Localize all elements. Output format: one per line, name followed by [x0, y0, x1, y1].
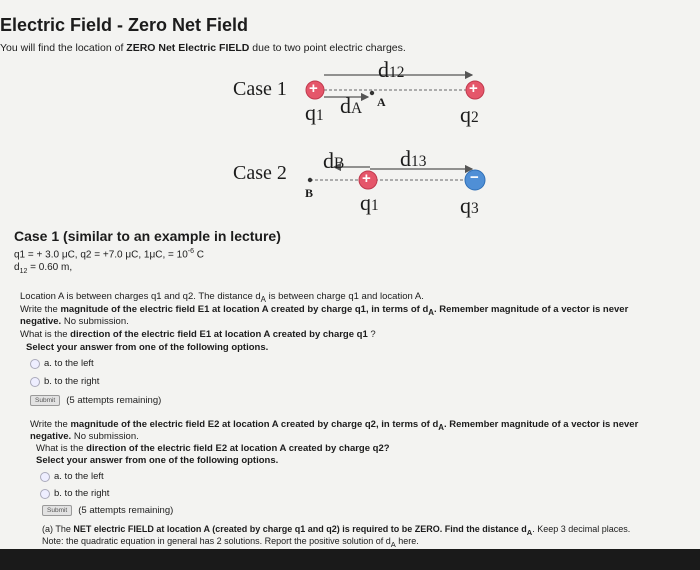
page-title: Electric Field - Zero Net Field: [0, 15, 249, 35]
case2-label: Case 2: [233, 162, 287, 184]
d12-label: d12: [378, 57, 405, 82]
q1-option-a-radio[interactable]: [30, 359, 40, 369]
q1-case2-sign: +: [362, 170, 371, 187]
dA-label: dA: [340, 93, 363, 118]
q1-case2-label: q1: [360, 190, 379, 215]
d13-label: d13: [400, 146, 427, 171]
q1-option-a[interactable]: a. to the left: [30, 358, 94, 369]
q1-submit-button[interactable]: Submit: [30, 395, 60, 406]
q1-text-direction: What is the direction of the electric field E1 at location A created by charge q1 ?: [20, 329, 376, 340]
case1-given-distance: $d_{12} = 0.60$ m,: [14, 262, 73, 275]
case1-label: Case 1: [233, 78, 287, 100]
q2-sign: +: [469, 80, 478, 97]
q1-text-location: Location A is between charges q1 and q2. The distance $d_A$ is between charge q1 and location A.: [20, 291, 424, 304]
q2-option-a-radio[interactable]: [40, 472, 50, 482]
q2-text-magnitude: Write the magnitude of the electric field E2 at location A created by charge q2, in terms of $d_A$. Remember magnitude of a vector is never: [30, 419, 639, 432]
case1-given-charges: q1 = + 3.0 μC, q2 = +7.0 μC, 1μC, = $10^{-6}$ C: [14, 248, 205, 261]
q2-label: q2: [460, 102, 479, 127]
point-b-dot: [308, 178, 312, 182]
dB-label: dB: [323, 148, 345, 173]
q2-text-direction: What is the direction of the electric field E2 at location A created by charge q2?: [36, 443, 390, 454]
q1-case1-label: q1: [305, 100, 324, 125]
point-a-label: A: [377, 95, 386, 109]
q3-sign: −: [470, 169, 479, 186]
point-b-label: B: [305, 186, 314, 200]
q1-case1-sign: +: [309, 80, 318, 97]
q2-option-b[interactable]: b. to the right: [40, 488, 109, 499]
bottom-bar: [0, 549, 700, 570]
q1-text-magnitude: Write the magnitude of the electric field E1 at location A created by charge q1, in terms of $d_A$. Remember magnitude of a vector is never: [20, 304, 629, 317]
q2-option-b-radio[interactable]: [40, 489, 50, 499]
q3-text-note: Note: the quadratic equation in general has 2 solutions. Report the positive solution of $d_A$ here.: [42, 536, 419, 549]
page-subtitle: You will find the location of ZERO Net Electric FIELD due to two point electric charges.: [0, 42, 406, 54]
q2-option-a[interactable]: a. to the left: [40, 471, 104, 482]
q1-option-b-radio[interactable]: [30, 377, 40, 387]
q2-attempts: (5 attempts remaining): [78, 505, 174, 516]
q2-submit-row: [42, 505, 173, 516]
q2-select-prompt: Select your answer from one of the following options.: [36, 455, 279, 466]
q1-submit-row: [30, 395, 161, 406]
case1-heading: Case 1 (similar to an example in lecture): [14, 228, 281, 244]
point-a-dot: [370, 91, 374, 95]
q1-select-prompt: Select your answer from one of the following options.: [26, 342, 269, 353]
q2-submit-button[interactable]: Submit: [42, 505, 72, 516]
q3-text-net-field: (a) The NET electric FIELD at location A (created by charge q1 and q2) is required to be ZERO. Find the distance $d_A$. Keep 3 decimal places.: [42, 524, 631, 537]
q1-text-negative: negative. No submission.: [20, 316, 129, 327]
q1-attempts: (5 attempts remaining): [66, 395, 162, 406]
q2-text-negative: negative. No submission.: [30, 431, 139, 442]
q3-label: q3: [460, 193, 479, 218]
q1-option-b[interactable]: b. to the right: [30, 376, 99, 387]
